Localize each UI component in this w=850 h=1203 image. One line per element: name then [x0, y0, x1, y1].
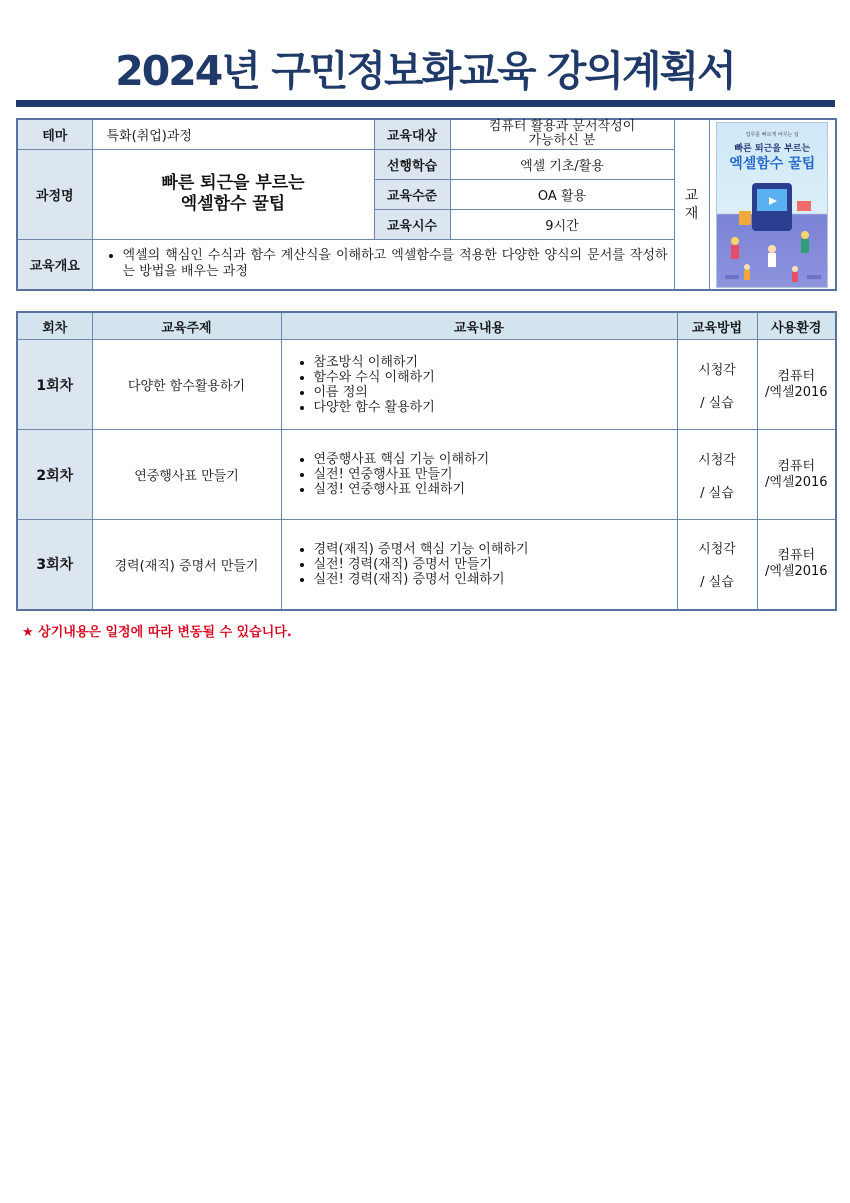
content-cell — [281, 340, 677, 430]
content-item: • 참조방식 이해하기 — [314, 355, 677, 370]
level-label: 교육수준 — [374, 179, 450, 209]
environment-cell — [757, 430, 836, 520]
content-item: • 연중행사표 핵심 기능 이해하기 — [314, 452, 677, 467]
topic-cell: 경력(재직) 증명서 만들기 — [92, 520, 281, 610]
course-info-table — [16, 118, 837, 291]
course-name — [92, 149, 374, 239]
env-line2: /엑셀2016 — [764, 384, 828, 400]
target-label: 교육대상 — [374, 119, 450, 149]
content-item: • 실전! 경력(재직) 증명서 만들기 — [314, 557, 677, 572]
textbook-label — [674, 119, 709, 290]
method-line2: / 실습 — [700, 575, 734, 591]
overview-text: • 엑셀의 핵심인 수식과 함수 계산식을 이해하고 엑셀함수를 적용한 다양한 양식의 문서를 작성하는 방법을 배우는 과정 — [123, 248, 668, 280]
content-item: • 실정! 연중행사표 인쇄하기 — [314, 482, 677, 497]
header-topic: 교육주제 — [92, 312, 281, 340]
content-item: • 함수와 수식 이해하기 — [314, 370, 677, 385]
method-line1: 시청각 — [698, 542, 736, 558]
content-cell — [281, 520, 677, 610]
env-line1: 컴퓨터 — [777, 458, 816, 474]
textbook-label-line2: 재 — [684, 205, 699, 222]
method-cell — [677, 340, 757, 430]
course-name-line1: 빠른 퇴근을 부르는 — [161, 173, 305, 193]
cover-top-text: 업무를 빠르게 바꾸는 팁 — [745, 131, 799, 138]
table-row — [17, 340, 836, 430]
content-item: • 경력(재직) 증명서 핵심 기능 이해하기 — [314, 542, 677, 557]
header-environment: 사용환경 — [757, 312, 836, 340]
theme-label: 테마 — [17, 119, 92, 149]
title-underline — [16, 100, 835, 107]
session-cell: 1회차 — [17, 340, 92, 430]
course-name-line2: 엑셀함수 꿀팁 — [180, 194, 286, 214]
prereq-label: 선행학습 — [374, 149, 450, 179]
cover-illustration — [717, 171, 827, 287]
cover-title-line2: 엑셀함수 꿀팁 — [729, 155, 816, 172]
method-line1: 시청각 — [698, 362, 736, 378]
method-cell — [677, 430, 757, 520]
content-item: • 이름 정의 — [314, 385, 677, 400]
level-value: OA 활용 — [450, 179, 674, 209]
method-line1: 시청각 — [698, 452, 736, 468]
target-value-line1: 컴퓨터 활용과 문서작성이 — [488, 119, 636, 135]
hours-label: 교육시수 — [374, 209, 450, 239]
page-title: 2024년 구민정보화교육 강의계획서 — [115, 47, 735, 95]
env-line1: 컴퓨터 — [777, 548, 816, 564]
method-line2: / 실습 — [700, 395, 734, 411]
textbook-cover-cell — [709, 119, 836, 290]
content-item: • 실전! 경력(재직) 증명서 인쇄하기 — [314, 572, 677, 587]
textbook-cover-image — [716, 122, 828, 288]
environment-cell — [757, 520, 836, 610]
method-line2: / 실습 — [700, 485, 734, 501]
overview-label: 교육개요 — [17, 239, 92, 290]
overview-cell — [92, 239, 674, 290]
schedule-change-notice: ★ 상기내용은 일정에 따라 변동될 수 있습니다. — [22, 625, 292, 640]
table-row — [17, 430, 836, 520]
table-row — [17, 520, 836, 610]
content-item: • 실전! 연중행사표 만들기 — [314, 467, 677, 482]
method-cell — [677, 520, 757, 610]
session-cell: 3회차 — [17, 520, 92, 610]
topic-cell: 연중행사표 만들기 — [92, 430, 281, 520]
content-cell — [281, 430, 677, 520]
content-item: • 다양한 함수 활용하기 — [314, 400, 677, 415]
hours-value: 9시간 — [450, 209, 674, 239]
header-content: 교육내용 — [281, 312, 677, 340]
target-value — [450, 119, 674, 149]
course-label: 과정명 — [17, 149, 92, 239]
theme-value: 특화(취업)과정 — [92, 119, 374, 149]
target-value-line2: 가능하신 분 — [528, 133, 596, 149]
textbook-label-line1: 교 — [684, 187, 699, 204]
session-cell: 2회차 — [17, 430, 92, 520]
topic-cell: 다양한 함수활용하기 — [92, 340, 281, 430]
environment-cell — [757, 340, 836, 430]
header-method: 교육방법 — [677, 312, 757, 340]
cover-title-line1: 빠른 퇴근을 부르는 — [734, 143, 811, 154]
schedule-table — [16, 311, 837, 611]
env-line1: 컴퓨터 — [777, 368, 816, 384]
header-session: 회차 — [17, 312, 92, 340]
env-line2: /엑셀2016 — [764, 474, 828, 490]
prereq-value: 엑셀 기초/활용 — [450, 149, 674, 179]
env-line2: /엑셀2016 — [764, 564, 828, 580]
